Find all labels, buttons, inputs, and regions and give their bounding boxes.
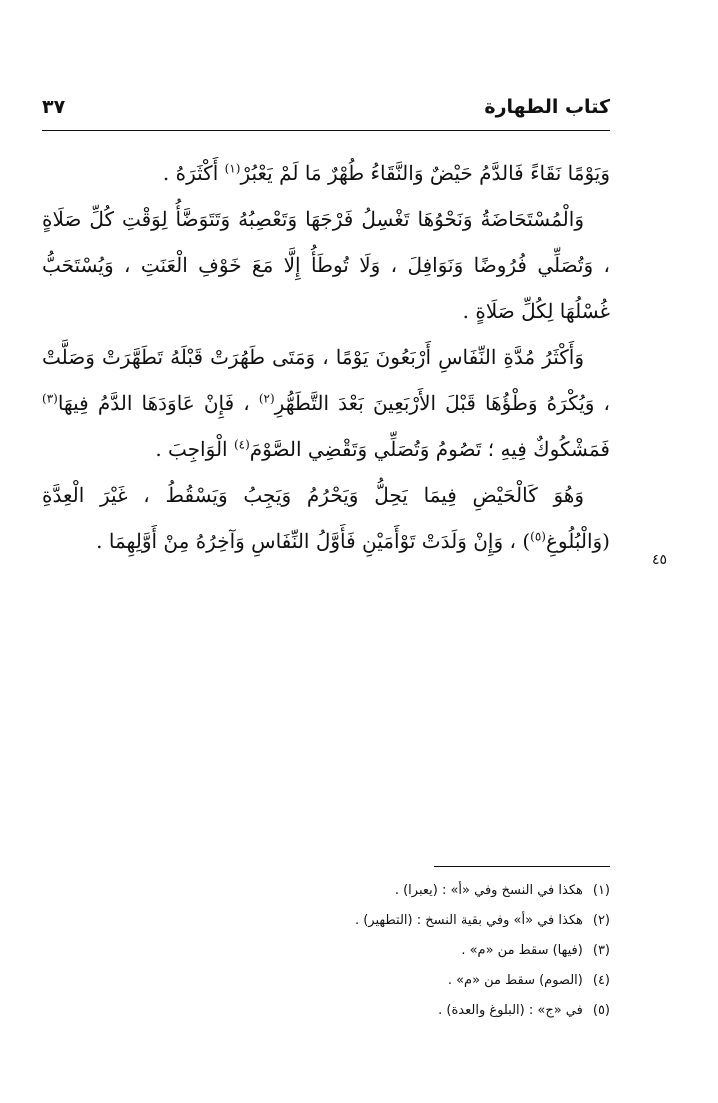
page-header	[42, 92, 610, 132]
footnote-text: في «ج» : (البلوغ والعدة) .	[438, 1003, 583, 1018]
paragraph-1	[42, 150, 610, 196]
running-title: كتاب الطهارة	[484, 96, 610, 118]
footnotes	[300, 876, 610, 1026]
paragraph-3-text-c: فَمَشْكُوكٌ فِيهِ ؛ تَصُومُ وَتُصَلِّي وَتَقْضِي الصَّوْمَ	[249, 437, 610, 461]
footnote-ref-4: (٤)	[233, 437, 250, 452]
footnote-rule	[434, 866, 610, 867]
footnote-ref-2: (٢)	[258, 391, 275, 406]
paragraph-3-text-d: الْوَاجِبَ .	[155, 437, 228, 461]
paragraph-4-text-b: ) ، وَإِنْ وَلَدَتْ تَوْأَمَيْنِ فَأَوَّلُ النِّفَاسِ وَآخِرُهُ مِنْ أَوَّلِهِمَا .	[96, 529, 531, 553]
footnote-ref-3: (٣)	[42, 391, 58, 406]
paragraph-4-text-a: وَهُوَ كَالْحَيْضِ فِيمَا يَحِلُّ وَيَحْرُمُ وَيَجِبُ وَيَسْقُطُ ، غَيْرَ الْعِدَّةِ (وَالْبُلُوغِ	[42, 483, 610, 553]
footnote-number: (٤)	[592, 973, 610, 988]
header-rule	[42, 130, 610, 131]
footnote-text: هكذا في النسخ وفي «أ» : (يعبرا) .	[394, 883, 583, 898]
footnote-text: (الصوم) سقط من «م» .	[447, 973, 583, 988]
paragraph-2-text: وَالْمُسْتَحَاضَةُ وَنَحْوُهَا تَغْسِلُ فَرْجَهَا وَتَعْصِبُهُ وَتَتَوَضَّأُ لِوَقْتِ كُلِّ صَلَاةٍ ، وَتُصَلِّي فُرُوضًا وَنَوَافِلَ ، وَلَا تُوطَأُ إِلَّا مَعَ خَوْفِ الْعَنَتِ ، وَيُسْتَحَبُّ غُسْلُهَا لِكُلِّ صَلَاةٍ .	[42, 207, 610, 323]
footnote-item	[300, 876, 610, 906]
footnote-item	[300, 996, 610, 1026]
footnote-item	[300, 966, 610, 996]
footnote-number: (١)	[592, 883, 610, 898]
margin-number: ٤٥	[652, 552, 668, 568]
paragraph-4	[42, 472, 610, 564]
page-number: ٣٧	[42, 96, 66, 118]
paragraph-3	[42, 334, 610, 472]
paragraph-1-tail: أَكْثَرَهُ .	[162, 161, 219, 185]
footnote-number: (٣)	[592, 943, 610, 958]
footnote-ref-5: (٥)	[530, 529, 546, 544]
footnote-item	[300, 906, 610, 936]
footnote-item	[300, 936, 610, 966]
paragraph-2	[42, 196, 610, 334]
main-text	[42, 150, 610, 564]
paragraph-1-text: وَيَوْمًا نَقَاءً فَالدَّمُ حَيْضٌ وَالنَّقَاءُ طُهْرٌ مَا لَمْ يَعْبُرْ	[240, 161, 610, 185]
footnote-text: (فيها) سقط من «م» .	[461, 943, 583, 958]
paragraph-3-text-b: ، فَإِنْ عَاوَدَهَا الدَّمُ فِيهَا	[57, 391, 250, 415]
paragraph-3-text-a: وَأَكْثَرُ مُدَّةِ النِّفَاسِ أَرْبَعُونَ يَوْمًا ، وَمَتَى طَهُرَتْ قَبْلَهُ تَطَهَّرَتْ وَصَلَّتْ ، وَيُكْرَهُ وَطْؤُهَا قَبْلَ الأَرْبَعِينَ بَعْدَ التَّطَهُّرِ	[42, 345, 610, 415]
footnote-number: (٥)	[592, 1003, 610, 1018]
footnote-ref-1: (١)	[224, 161, 241, 176]
footnote-number: (٢)	[592, 913, 610, 928]
footnote-text: هكذا في «أ» وفي بقية النسخ : (التطهير) .	[354, 913, 583, 928]
